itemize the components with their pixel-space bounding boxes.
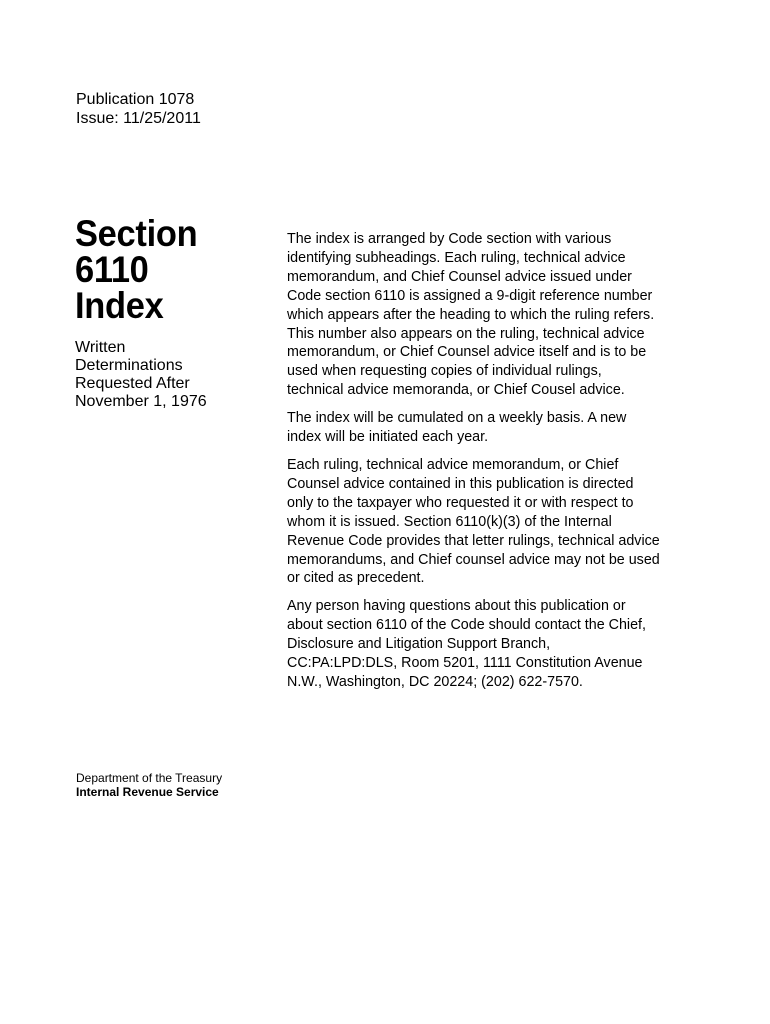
paragraph-precedent [287, 456, 697, 588]
text-line: index will be initiated each year. [287, 429, 489, 446]
page-title [75, 213, 265, 326]
paragraph-contact [287, 597, 697, 692]
publication-header [76, 90, 201, 128]
text-line: identifying subheadings. Each ruling, technical advice [287, 249, 626, 266]
text-line: CC:PA:LPD:DLS, Room 5201, 1111 Constitution Avenue [287, 655, 643, 672]
title-block [75, 213, 265, 411]
text-line: Counsel advice contained in this publication is directed [287, 475, 634, 492]
issue-date: Issue: 11/25/2011 [76, 110, 201, 127]
text-line: Code section 6110 is assigned a 9-digit reference number [287, 287, 653, 304]
title-line: Section [75, 213, 198, 254]
title-line: 6110 [75, 249, 149, 290]
text-line: used when requesting copies of individual rulings, [287, 363, 602, 380]
text-line: The index is arranged by Code section with various [287, 231, 612, 247]
paragraph-cumulation [287, 409, 697, 447]
text-line: which appears after the heading to which the ruling refers. [287, 306, 655, 323]
text-line: memorandum, and Chief Counsel advice issued under [287, 268, 632, 285]
text-line: Disclosure and Litigation Support Branch, [287, 636, 551, 653]
title-line: Index [75, 285, 164, 326]
text-line: This number also appears on the ruling, technical advice [287, 325, 645, 342]
text-line: whom it is issued. Section 6110(k)(3) of the Internal [287, 513, 612, 530]
page-subtitle [75, 339, 265, 411]
text-line: memorandums, and Chief counsel advice may not be used [287, 551, 660, 568]
subtitle-line: Written [75, 339, 126, 356]
text-line: or cited as precedent. [287, 570, 425, 587]
subtitle-line: Requested After [75, 375, 190, 392]
text-line: about section 6110 of the Code should contact the Chief, [287, 617, 646, 634]
publication-number: Publication 1078 [76, 91, 195, 108]
text-line: technical advice memoranda, or Chief Cousel advice. [287, 382, 625, 399]
text-line: Any person having questions about this publication or [287, 598, 626, 615]
agency-footer [76, 771, 222, 799]
subtitle-line: Determinations [75, 357, 183, 374]
text-line: The index will be cumulated on a weekly basis. A new [287, 410, 627, 427]
text-line: Each ruling, technical advice memorandum, or Chief [287, 456, 619, 473]
department-name: Department of the Treasury [76, 771, 223, 785]
text-line: memorandum, or Chief Counsel advice itself and is to be [287, 344, 647, 361]
text-line: only to the taxpayer who requested it or with respect to [287, 494, 634, 511]
body-text [287, 230, 697, 701]
text-line: N.W., Washington, DC 20224; (202) 622-7570. [287, 673, 583, 690]
agency-name: Internal Revenue Service [76, 785, 219, 799]
paragraph-index-arrangement [287, 230, 697, 400]
subtitle-line: November 1, 1976 [75, 393, 207, 410]
text-line: Revenue Code provides that letter rulings, technical advice [287, 532, 660, 549]
